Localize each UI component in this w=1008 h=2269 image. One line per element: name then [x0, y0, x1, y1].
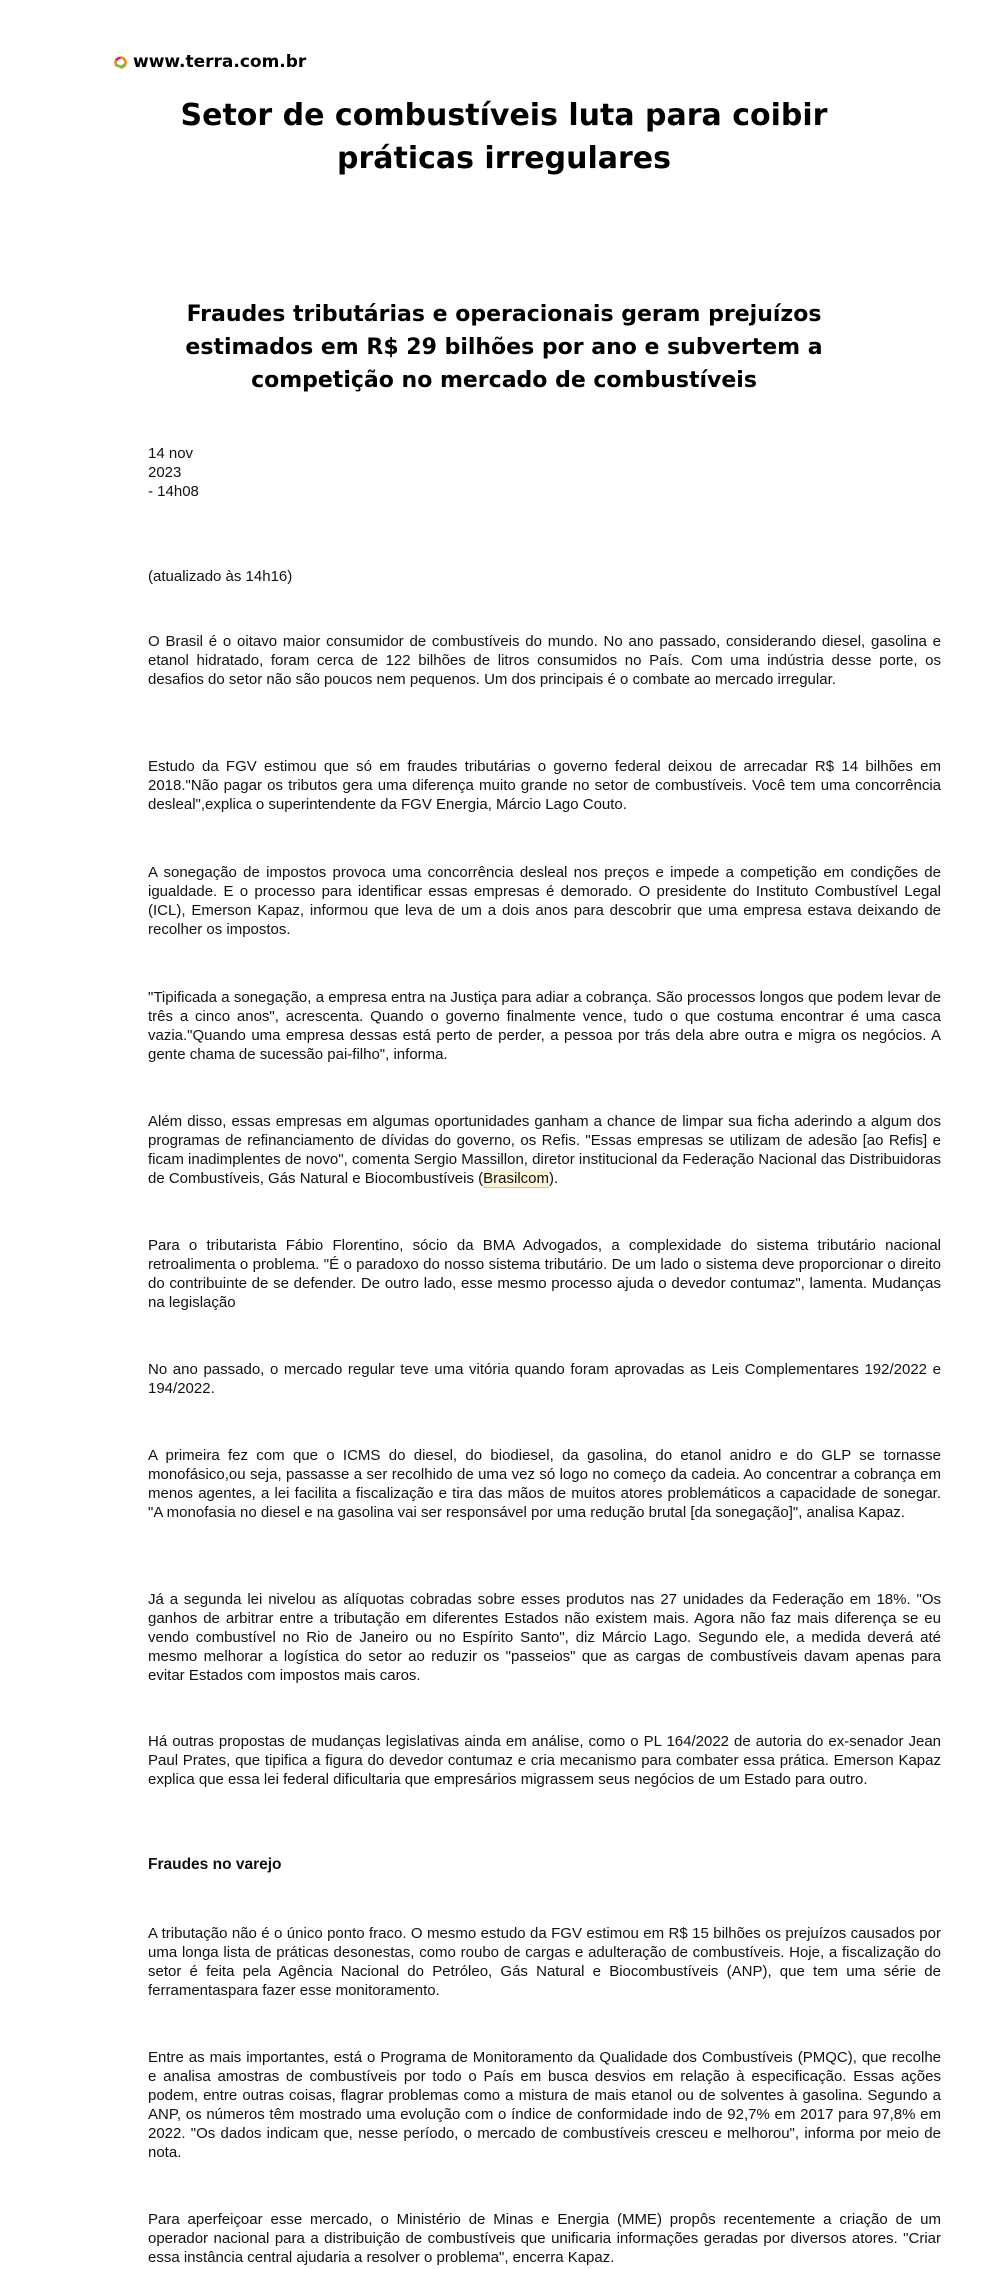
body-paragraph-7: No ano passado, o mercado regular teve uma vitória quando foram aprovadas as Leis Complementares 192/2022 e 194/2022. — [148, 1361, 941, 1397]
body-paragraph-1: O Brasil é o oitavo maior consumidor de combustíveis do mundo. No ano passado, considerando diesel, gasolina e etanol hidratado, foram cerca de 122 bilhões de litros consumidos no País. Com uma indústria desse porte, os desafios do setor não são poucos nem pequenos. Um dos principais é o combate ao mercado irregular. — [148, 633, 941, 688]
body-paragraph-5 — [148, 1112, 941, 1188]
article-title: Setor de combustíveis luta para coibir práticas irregulares — [180, 98, 828, 176]
date-day: 14 nov — [148, 445, 194, 462]
site-url[interactable]: www.terra.com.br — [133, 52, 307, 72]
body-paragraph-6: Para o tributarista Fábio Florentino, sócio da BMA Advogados, a complexidade do sistema tributário nacional retroalimenta o problema. "É o paradoxo do nosso sistema tributário. De um lado o sistema deve proporcionar o direito do contribuinte de se defender. De outro lado, esse mesmo processo ajuda o devedor contumaz", lamenta. Mudanças na legislação — [148, 1237, 941, 1311]
body-paragraph-13: Para aperfeiçoar esse mercado, o Ministério de Minas e Energia (MME) propôs recentemente a criação de um operador nacional para a distribuição de combustíveis que unificaria informações geradas por diversos atores. "Criar essa instância central ajudaria a resolver o problema", encerra Kapaz. — [148, 2211, 941, 2266]
section-heading: Fraudes no varejo — [148, 1856, 282, 1873]
site-header — [114, 52, 306, 72]
brasilcom-link[interactable]: Brasilcom — [483, 1170, 549, 1187]
body-paragraph-4: "Tipificada a sonegação, a empresa entra na Justiça para adiar a cobrança. São processos longos que podem levar de três a cinco anos", acrescenta. Quando o governo finalmente vence, tudo o que costuma encontrar é uma casca vazia."Quando uma empresa dessas está perto de perder, a pessoa por trás dela abre outra e migra os negócios. A gente chama de sucessão pai-filho", informa. — [148, 989, 941, 1063]
article-subtitle: Fraudes tributárias e operacionais geram prejuízos estimados em R$ 29 bilhões por ano e subvertem a competição no mercado de combustíveis — [185, 302, 823, 393]
date-year: 2023 — [148, 464, 182, 481]
body-paragraph-12: Entre as mais importantes, está o Programa de Monitoramento da Qualidade dos Combustíveis (PMQC), que recolhe e analisa amostras de combustíveis por todo o País em busca desvios em relação à especificação. Essas ações podem, entre outras coisas, flagrar problemas como a mistura de mais etanol ou de solventes à gasolina. Segundo a ANP, os números têm mostrado uma evolução com o índice de conformidade indo de 92,7% em 2017 para 97,8% em 2022. "Os dados indicam que, nesse período, o mercado de combustíveis cresceu e melhorou", informa por meio de nota. — [148, 2049, 941, 2161]
body-paragraph-8: A primeira fez com que o ICMS do diesel, do biodiesel, da gasolina, do etanol anidro e do GLP se tornasse monofásico,ou seja, passasse a ser recolhido de uma vez só logo no começo da cadeia. Ao concentrar a cobrança em menos agentes, a lei facilita a fiscalização e tira das mãos de muitos atores problemáticos a capacidade de sonegar. "A monofasia no diesel e na gasolina vai ser responsável por uma redução brutal [da sonegação]", analisa Kapaz. — [148, 1447, 941, 1521]
updated-note: (atualizado às 14h16) — [148, 568, 293, 585]
paragraph-5-end: ). — [549, 1170, 559, 1187]
paragraph-5-text: Além disso, essas empresas em algumas oportunidades ganham a chance de limpar sua ficha aderindo a algum dos programas de refinanciamento de dívidas do governo, os Refis. "Essas empresas se utilizam de adesão [ao Refis] e ficam inadimplentes de novo", comenta Sergio Massillon, diretor institucional da Federação Nacional das Distribuidoras de Combustíveis, Gás Natural e Biocombustíveis ( — [148, 1113, 941, 1187]
body-paragraph-3: A sonegação de impostos provoca uma concorrência desleal nos preços e impede a competição em condições de igualdade. E o processo para identificar essas empresas é demorado. O presidente do Instituto Combustível Legal (ICL), Emerson Kapaz, informou que leva de um a dois anos para descobrir que uma empresa estava deixando de recolher os impostos. — [148, 864, 941, 938]
terra-logo-icon — [114, 56, 127, 69]
body-paragraph-11: A tributação não é o único ponto fraco. O mesmo estudo da FGV estimou em R$ 15 bilhões os prejuízos causados por uma longa lista de práticas desonestas, como roubo de cargas e adulteração de combustíveis. Hoje, a fiscalização do setor é feita pela Agência Nacional do Petróleo, Gás Natural e Biocombustíveis (ANP), que tem uma série de ferramentaspara fazer esse monitoramento. — [148, 1925, 941, 1999]
body-paragraph-10: Há outras propostas de mudanças legislativas ainda em análise, como o PL 164/2022 de autoria do ex-senador Jean Paul Prates, que tipifica a figura do devedor contumaz e cria mecanismo para combater essa prática. Emerson Kapaz explica que essa lei federal dificultaria que empresários migrassem seus negócios de um Estado para outro. — [148, 1733, 941, 1788]
body-paragraph-2: Estudo da FGV estimou que só em fraudes tributárias o governo federal deixou de arrecadar R$ 14 bilhões em 2018."Não pagar os tributos gera uma diferença muito grande no setor de combustíveis. Você tem uma concorrência desleal",explica o superintendente da FGV Energia, Márcio Lago Couto. — [148, 758, 941, 813]
date-time: - 14h08 — [148, 483, 199, 500]
body-paragraph-9: Já a segunda lei nivelou as alíquotas cobradas sobre esses produtos nas 27 unidades da Federação em 18%. "Os ganhos de arbitrar entre a tributação em diferentes Estados não existem mais. Agora não faz mais diferença se eu vendo combustível no Rio de Janeiro ou no Espírito Santo", diz Márcio Lago. Segundo ele, a medida deverá até mesmo melhorar a logística do setor ao reduzir os "passeios" que as cargas de combustíveis davam apenas para evitar Estados com impostos mais caros. — [148, 1591, 941, 1684]
article-dateline — [148, 444, 199, 501]
